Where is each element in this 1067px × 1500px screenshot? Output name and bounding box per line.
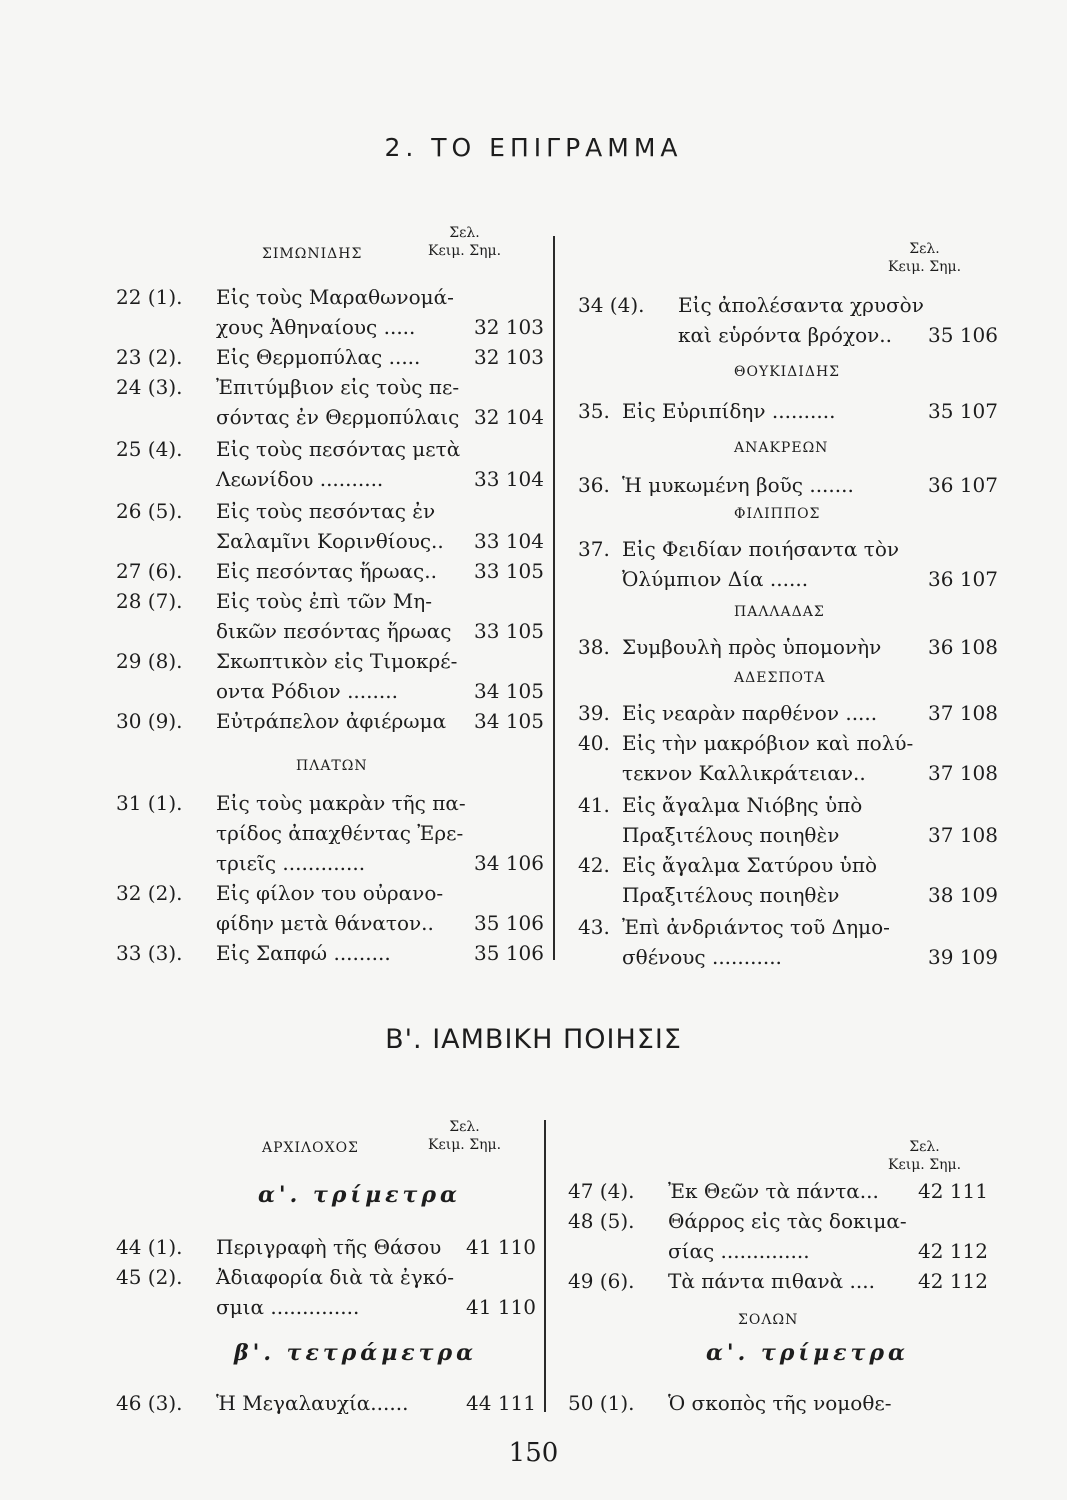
- keim-page: 33: [474, 529, 500, 553]
- keim-page: 33: [474, 467, 500, 491]
- author-philippos: ΦΙΛΙΠΠΟΣ: [734, 506, 821, 522]
- entry-27: [116, 556, 437, 586]
- sim-page: 106: [505, 911, 544, 935]
- author-adespota: ΑΔΕΣΠΟΤΑ: [734, 670, 826, 686]
- sim-page: 106: [505, 941, 544, 965]
- entry-42: [578, 850, 878, 880]
- keim-page: 32: [474, 315, 500, 339]
- entry-42-cont: Πραξιτέλους ποιηθὲν: [622, 883, 840, 907]
- entry-title: Εἰς ἄγαλμα Νιόβης ὑπὸ: [622, 793, 863, 817]
- keim-page: 37: [928, 761, 954, 785]
- entry-43-pages: [910, 942, 998, 972]
- entry-30: [116, 706, 447, 736]
- entry-47-pages: [898, 1176, 988, 1206]
- sel-label: Σελ.: [449, 1119, 480, 1135]
- entry-title: Ἐπὶ ἀνδριάντος τοῦ Δημο-: [622, 915, 890, 939]
- entry-number: 25 (4).: [116, 437, 183, 461]
- entry-title: Ἀδιαφορία διὰ τὰ ἐγκό-: [216, 1265, 454, 1289]
- keim-page: 41: [466, 1295, 492, 1319]
- meter-heading-tetrametra: β'. τετράμετρα: [234, 1340, 478, 1366]
- keim-page: 34: [474, 851, 500, 875]
- entry-title: Περιγραφὴ τῆς Θάσου: [216, 1235, 442, 1259]
- entry-40-pages: [910, 758, 998, 788]
- entry-title: Εἰς ἄγαλμα Σατύρου ὑπὸ: [622, 853, 878, 877]
- author-solon: ΣΟΛΩΝ: [738, 1312, 799, 1328]
- entry-number: 46 (3).: [116, 1391, 183, 1415]
- sim-page: 105: [505, 679, 544, 703]
- entry-37-pages: [910, 564, 998, 594]
- right-column-header-2: [888, 1138, 961, 1174]
- entry-28: [116, 586, 433, 616]
- sim-page: 107: [959, 399, 998, 423]
- keim-page: 35: [928, 323, 954, 347]
- entry-25-cont: Λεωνίδου ..........: [216, 467, 384, 491]
- entry-31-cont: τρίδος ἀπαχθέντας Ἐρε-: [216, 821, 464, 845]
- sim-page: 109: [959, 883, 998, 907]
- entry-number: 44 (1).: [116, 1235, 183, 1259]
- entry-number: 40.: [578, 731, 610, 755]
- sim-page: 105: [505, 709, 544, 733]
- sim-page: 107: [959, 473, 998, 497]
- entry-number: 48 (5).: [568, 1209, 635, 1233]
- entry-32: [116, 878, 444, 908]
- keim-page: 33: [474, 559, 500, 583]
- keim-page: 37: [928, 701, 954, 725]
- entry-22-cont: χους Ἀθηναίους .....: [216, 315, 416, 339]
- entry-28-cont: δικῶν πεσόντας ἥρωας: [216, 619, 452, 643]
- entry-49: [568, 1266, 875, 1296]
- entry-30-pages: [458, 706, 544, 736]
- entry-number: 33 (3).: [116, 941, 183, 965]
- entry-46-pages: [450, 1388, 536, 1418]
- entry-34: [578, 290, 924, 320]
- entry-50: [568, 1388, 892, 1418]
- entry-number: 28 (7).: [116, 589, 183, 613]
- entry-title: Εἰς τοὺς μακρὰν τῆς πα-: [216, 791, 466, 815]
- entry-number: 47 (4).: [568, 1179, 635, 1203]
- section-title-epigram: 2. ΤΟ ΕΠΙΓΡΑΜΜΑ: [384, 133, 683, 162]
- entry-33-pages: [458, 938, 544, 968]
- entry-title: Ἡ μυκωμένη βοῦς .......: [622, 473, 854, 497]
- entry-24: [116, 372, 460, 402]
- entry-37: [578, 534, 900, 564]
- keim-sim-label: Κειμ. Σημ.: [428, 1137, 502, 1153]
- sim-page: 110: [497, 1295, 536, 1319]
- entry-number: 31 (1).: [116, 791, 183, 815]
- entry-24-cont: σόντας ἐν Θερμοπύλαις: [216, 405, 460, 429]
- entry-35-pages: [910, 396, 998, 426]
- entry-title: Εἰς τοὺς Μαραθωνομά-: [216, 285, 454, 309]
- keim-page: 32: [474, 405, 500, 429]
- sim-page: 108: [959, 823, 998, 847]
- entry-title: Ὁ σκοπὸς τῆς νομοθε-: [668, 1391, 892, 1415]
- author-palladas: ΠΑΛΛΑΔΑΣ: [734, 604, 825, 620]
- entry-title: Εἰς Φειδίαν ποιήσαντα τὸν: [622, 537, 900, 561]
- sel-label: Σελ.: [909, 1139, 940, 1155]
- entry-26: [116, 496, 436, 526]
- entry-number: 29 (8).: [116, 649, 183, 673]
- entry-29-cont: οντα Ρόδιον ........: [216, 679, 398, 703]
- entry-46: [116, 1388, 409, 1418]
- entry-23-pages: [458, 342, 544, 372]
- entry-number: 49 (6).: [568, 1269, 635, 1293]
- entry-49-pages: [898, 1266, 988, 1296]
- entry-title: Εἰς τοὺς πεσόντας μετὰ: [216, 437, 461, 461]
- keim-page: 44: [466, 1391, 492, 1415]
- entry-32-cont: φίδην μετὰ θάνατον..: [216, 911, 434, 935]
- left-column-header: [428, 224, 501, 260]
- entry-title: Εἰς τοὺς ἐπὶ τῶν Μη-: [216, 589, 433, 613]
- column-divider: [553, 236, 555, 960]
- sim-page: 106: [505, 851, 544, 875]
- keim-page: 35: [928, 399, 954, 423]
- entry-title: Εἰς ἀπολέσαντα χρυσὸν: [678, 293, 924, 317]
- entry-48-pages: [898, 1236, 988, 1266]
- keim-page: 35: [474, 941, 500, 965]
- entry-41-cont: Πραξιτέλους ποιηθὲν: [622, 823, 840, 847]
- sim-page: 108: [959, 701, 998, 725]
- entry-40-cont: τεκνον Καλλικράτειαν..: [622, 761, 866, 785]
- entry-22: [116, 282, 454, 312]
- keim-page: 32: [474, 345, 500, 369]
- entry-36: [578, 470, 854, 500]
- author-thucydides: ΘΟΥΚΙΔΙΔΗΣ: [734, 364, 841, 380]
- entry-37-cont: Ὀλύμπιον Δία ......: [622, 567, 809, 591]
- entry-42-pages: [910, 880, 998, 910]
- entry-number: 23 (2).: [116, 345, 183, 369]
- entry-43-cont: σθένους ...........: [622, 945, 782, 969]
- entry-number: 35.: [578, 399, 610, 423]
- entry-number: 42.: [578, 853, 610, 877]
- sim-page: 111: [497, 1391, 536, 1415]
- entry-31-cont2: τριεῖς .............: [216, 851, 366, 875]
- entry-34-cont: καὶ εὑρόντα βρόχον..: [678, 323, 893, 347]
- sel-label: Σελ.: [449, 225, 480, 241]
- entry-title: Εἰς τὴν μακρόβιον καὶ πολύ-: [622, 731, 914, 755]
- entry-36-pages: [910, 470, 998, 500]
- sim-page: 105: [505, 559, 544, 583]
- sim-page: 103: [505, 345, 544, 369]
- entry-title: Ἐκ Θεῶν τὰ πάντα...: [668, 1179, 879, 1203]
- entry-number: 30 (9).: [116, 709, 183, 733]
- entry-27-pages: [458, 556, 544, 586]
- entry-title: Εἰς Θερμοπύλας .....: [216, 345, 421, 369]
- sim-page: 104: [505, 405, 544, 429]
- author-simonides: ΣΙΜΩΝΙΔΗΣ: [262, 246, 363, 262]
- sim-page: 112: [949, 1269, 988, 1293]
- entry-29: [116, 646, 458, 676]
- entry-number: 26 (5).: [116, 499, 183, 523]
- entry-number: 43.: [578, 915, 610, 939]
- sim-page: 104: [505, 467, 544, 491]
- entry-number: 22 (1).: [116, 285, 183, 309]
- entry-title: Εὐτράπελον ἀφιέρωμα: [216, 709, 447, 733]
- entry-title: Ἐπιτύμβιον εἰς τοὺς πε-: [216, 375, 460, 399]
- keim-page: 34: [474, 709, 500, 733]
- entry-29-pages: [458, 676, 544, 706]
- entry-number: 34 (4).: [578, 293, 645, 317]
- entry-number: 37.: [578, 537, 610, 561]
- keim-page: 36: [928, 473, 954, 497]
- keim-page: 42: [918, 1179, 944, 1203]
- entry-25: [116, 434, 461, 464]
- entry-41-pages: [910, 820, 998, 850]
- entry-number: 39.: [578, 701, 610, 725]
- entry-47: [568, 1176, 879, 1206]
- entry-31: [116, 788, 466, 818]
- keim-page: 36: [928, 635, 954, 659]
- sim-page: 104: [505, 529, 544, 553]
- entry-title: Σκωπτικὸν εἰς Τιμοκρέ-: [216, 649, 458, 673]
- author-anacreon: ΑΝΑΚΡΕΩΝ: [734, 440, 829, 456]
- keim-page: 35: [474, 911, 500, 935]
- entry-number: 50 (1).: [568, 1391, 635, 1415]
- keim-page: 38: [928, 883, 954, 907]
- keim-page: 36: [928, 567, 954, 591]
- entry-title: Ἡ Μεγαλαυχία......: [216, 1391, 409, 1415]
- entry-45: [116, 1262, 454, 1292]
- entry-title: Θάρρος εἰς τὰς δοκιμα-: [668, 1209, 907, 1233]
- keim-sim-label: Κειμ. Σημ.: [888, 259, 962, 275]
- keim-page: 42: [918, 1269, 944, 1293]
- entry-24-pages: [458, 402, 544, 432]
- entry-title: Εἰς Εὐριπίδην ..........: [622, 399, 836, 423]
- entry-number: 36.: [578, 473, 610, 497]
- right-column-header: [888, 240, 961, 276]
- entry-44-pages: [450, 1232, 536, 1262]
- entry-number: 27 (6).: [116, 559, 183, 583]
- entry-48-cont: σίας ..............: [668, 1239, 810, 1263]
- entry-35: [578, 396, 836, 426]
- keim-sim-label: Κειμ. Σημ.: [428, 243, 502, 259]
- sim-page: 108: [959, 635, 998, 659]
- sim-page: 108: [959, 761, 998, 785]
- entry-43: [578, 912, 890, 942]
- section-title-iambic: Β'. ΙΑΜΒΙΚΗ ΠΟΙΗΣΙΣ: [385, 1024, 682, 1055]
- keim-page: 34: [474, 679, 500, 703]
- entry-title: Εἰς νεαρὰν παρθένον .....: [622, 701, 878, 725]
- entry-number: 38.: [578, 635, 610, 659]
- sim-page: 106: [959, 323, 998, 347]
- keim-page: 33: [474, 619, 500, 643]
- keim-page: 39: [928, 945, 954, 969]
- entry-25-pages: [458, 464, 544, 494]
- entry-title: Εἰς τοὺς πεσόντας ἐν: [216, 499, 436, 523]
- sim-page: 111: [949, 1179, 988, 1203]
- meter-heading-trimetra: α'. τρίμετρα: [258, 1182, 461, 1208]
- entry-45-cont: σμια ..............: [216, 1295, 360, 1319]
- page-number: 150: [508, 1438, 559, 1468]
- entry-39: [578, 698, 878, 728]
- entry-41: [578, 790, 863, 820]
- sim-page: 107: [959, 567, 998, 591]
- entry-44: [116, 1232, 442, 1262]
- entry-45-pages: [450, 1292, 536, 1322]
- entry-26-pages: [458, 526, 544, 556]
- entry-title: Τὰ πάντα πιθανὰ ....: [668, 1269, 875, 1293]
- entry-title: Εἰς φίλον του οὐρανο-: [216, 881, 444, 905]
- entry-number: 41.: [578, 793, 610, 817]
- sim-page: 105: [505, 619, 544, 643]
- entry-31-pages: [458, 848, 544, 878]
- column-divider-2: [544, 1120, 546, 1412]
- meter-heading-trimetra-solon: α'. τρίμετρα: [706, 1340, 909, 1366]
- entry-23: [116, 342, 421, 372]
- sim-page: 112: [949, 1239, 988, 1263]
- entry-33: [116, 938, 391, 968]
- entry-38-pages: [910, 632, 998, 662]
- entry-title: Εἰς πεσόντας ἥρωας..: [216, 559, 437, 583]
- entry-38: [578, 632, 882, 662]
- keim-page: 37: [928, 823, 954, 847]
- entry-28-pages: [458, 616, 544, 646]
- keim-sim-label: Κειμ. Σημ.: [888, 1157, 962, 1173]
- sim-page: 109: [959, 945, 998, 969]
- sel-label: Σελ.: [909, 241, 940, 257]
- entry-number: 24 (3).: [116, 375, 183, 399]
- sim-page: 110: [497, 1235, 536, 1259]
- entry-22-pages: [458, 312, 544, 342]
- entry-26-cont: Σαλαμῖνι Κορινθίους..: [216, 529, 444, 553]
- sim-page: 103: [505, 315, 544, 339]
- keim-page: 41: [466, 1235, 492, 1259]
- entry-32-pages: [458, 908, 544, 938]
- entry-48: [568, 1206, 907, 1236]
- entry-title: Συμβουλὴ πρὸς ὑπομονὴν: [622, 635, 882, 659]
- entry-title: Εἰς Σαπφώ .........: [216, 941, 391, 965]
- entry-39-pages: [910, 698, 998, 728]
- keim-page: 42: [918, 1239, 944, 1263]
- author-platon: ΠΛΑΤΩΝ: [296, 758, 368, 774]
- entry-number: 45 (2).: [116, 1265, 183, 1289]
- entry-34-pages: [910, 320, 998, 350]
- left-column-header-2: [428, 1118, 501, 1154]
- author-archilochos: ΑΡΧΙΛΟΧΟΣ: [262, 1140, 359, 1156]
- entry-40: [578, 728, 914, 758]
- entry-number: 32 (2).: [116, 881, 183, 905]
